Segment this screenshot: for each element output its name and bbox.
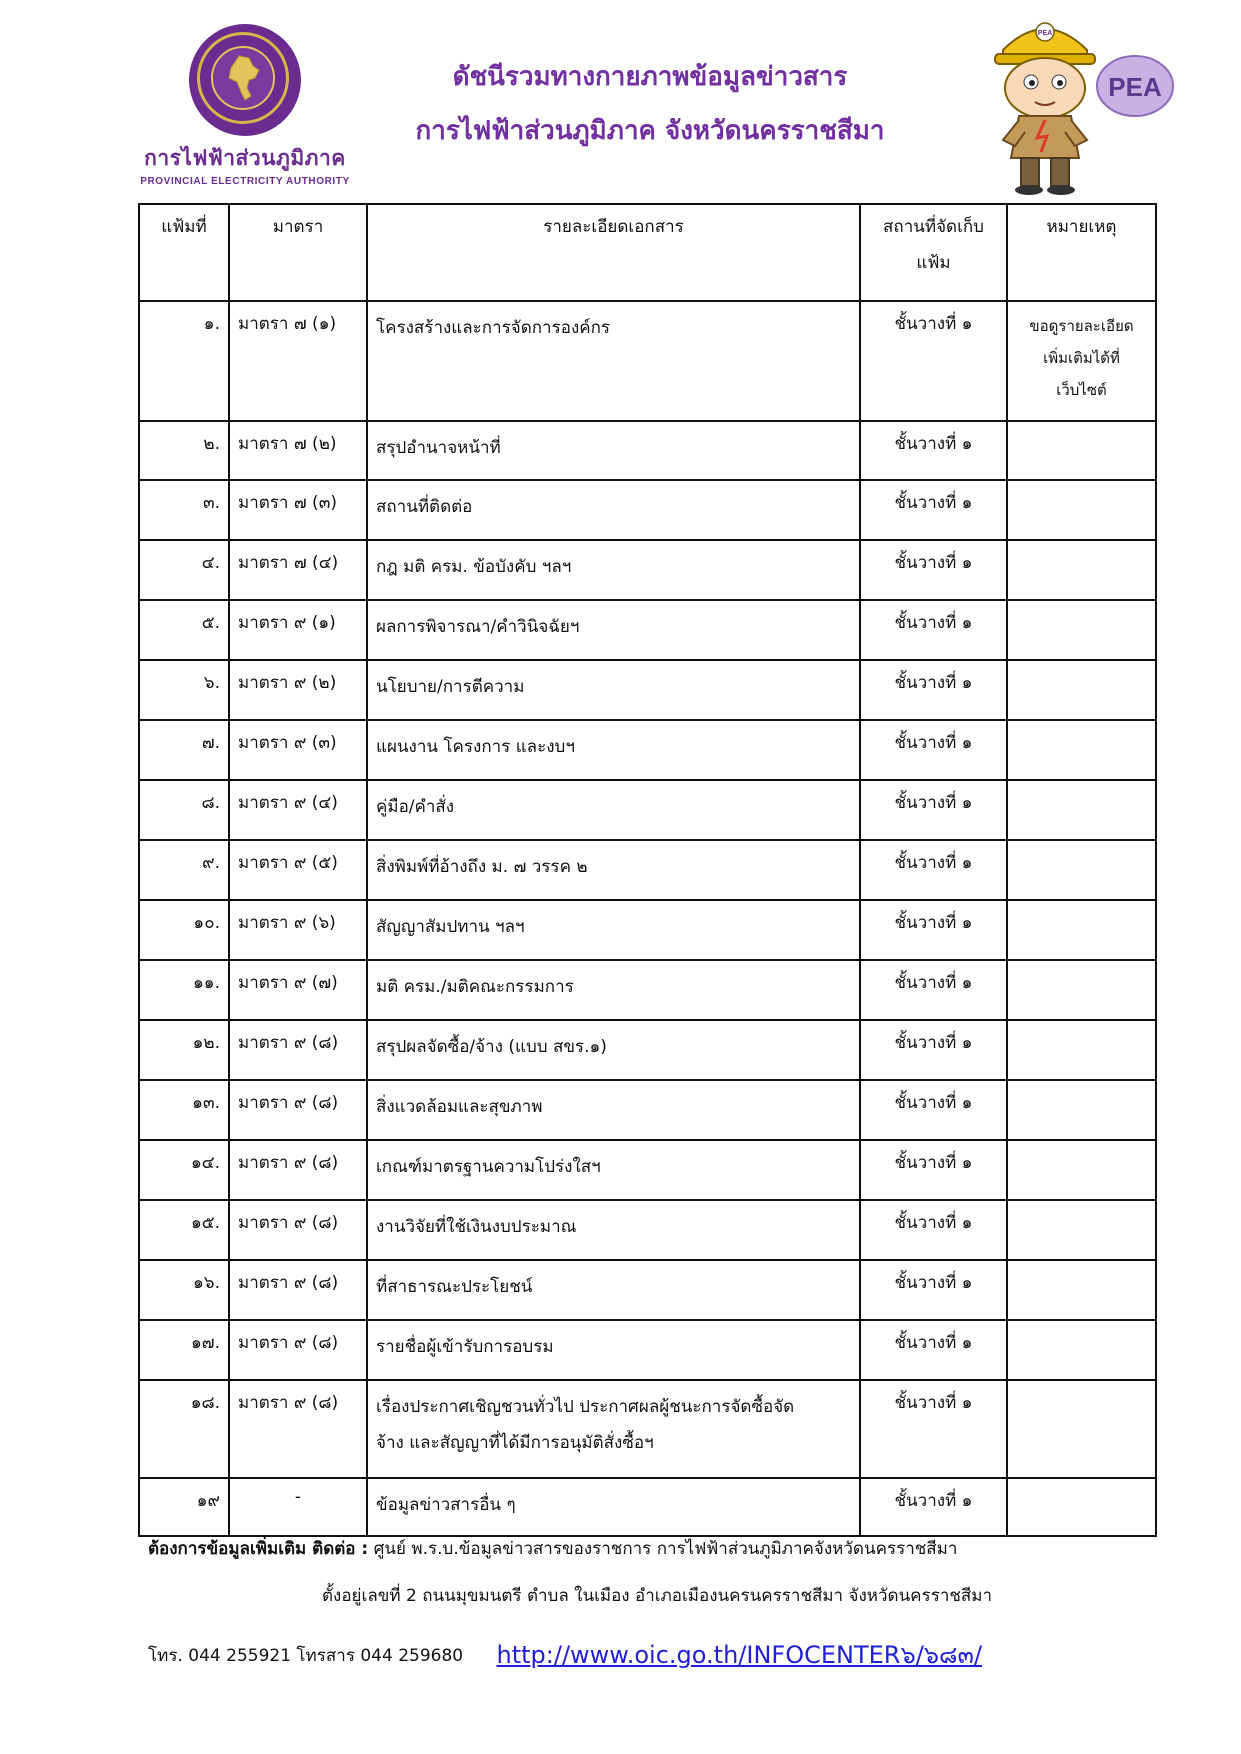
table-row (139, 780, 1156, 840)
title-line-1: ดัชนีรวมทางกายภาพข้อมูลข่าวสาร (452, 62, 848, 92)
table-header-row (139, 204, 1156, 301)
cell-section: มาตรา ๙ (๘) (229, 1380, 367, 1478)
cell-file-no: ๗. (139, 720, 229, 780)
cell-section: มาตรา ๙ (๕) (229, 840, 367, 900)
cell-section: มาตรา ๙ (๑) (229, 600, 367, 660)
pea-seal-icon (189, 24, 301, 136)
cell-location: ชั้นวางที่ ๑ (860, 660, 1007, 720)
table-row (139, 900, 1156, 960)
cell-detail: ที่สาธารณะประโยชน์ (367, 1260, 860, 1320)
cell-location: ชั้นวางที่ ๑ (860, 1380, 1007, 1478)
cell-detail: มติ ครม./มติคณะกรรมการ (367, 960, 860, 1020)
phone-fax: โทร. 044 255921 โทรสาร 044 259680 (148, 1646, 464, 1666)
table-row (139, 301, 1156, 421)
cell-section: - (229, 1478, 367, 1536)
contact-text: ศูนย์ พ.ร.บ.ข้อมูลข่าวสารของราชการ การไฟฟ้าส่วนภูมิภาคจังหวัดนครราชสีมา (373, 1539, 958, 1559)
pea-logo (140, 24, 350, 187)
cell-detail: สัญญาสัมปทาน ฯลฯ (367, 900, 860, 960)
cell-file-no: ๑๔. (139, 1140, 229, 1200)
cell-section: มาตรา ๗ (๔) (229, 540, 367, 600)
cell-remark (1007, 301, 1156, 421)
cell-location: ชั้นวางที่ ๑ (860, 600, 1007, 660)
cell-location: ชั้นวางที่ ๑ (860, 960, 1007, 1020)
cell-file-no: ๑๒. (139, 1020, 229, 1080)
cell-remark (1007, 840, 1156, 900)
col-header-detail: รายละเอียดเอกสาร (367, 204, 860, 301)
cell-remark (1007, 1080, 1156, 1140)
cell-remark (1007, 1320, 1156, 1380)
pea-mascot-icon (975, 8, 1175, 198)
cell-section: มาตรา ๙ (๘) (229, 1200, 367, 1260)
table-row (139, 1080, 1156, 1140)
title-line-2: การไฟฟ้าส่วนภูมิภาค จังหวัดนครราชสีมา (415, 116, 885, 146)
contact-label: ต้องการข้อมูลเพิ่มเติม ติดต่อ : (148, 1539, 369, 1559)
cell-section: มาตรา ๗ (๒) (229, 421, 367, 480)
detail-line: จ้าง และสัญญาที่ได้มีการอนุมัติสั่งซื้อฯ (376, 1433, 654, 1453)
cell-location: ชั้นวางที่ ๑ (860, 900, 1007, 960)
table-row (139, 660, 1156, 720)
document-index-table (138, 203, 1157, 1537)
cell-section: มาตรา ๙ (๘) (229, 1020, 367, 1080)
table-row (139, 1140, 1156, 1200)
cell-file-no: ๙. (139, 840, 229, 900)
remark-line: เว็บไซต์ (1056, 381, 1107, 399)
cell-file-no: ๒. (139, 421, 229, 480)
table-row (139, 720, 1156, 780)
cell-remark (1007, 1380, 1156, 1478)
cell-detail: งานวิจัยที่ใช้เงินงบประมาณ (367, 1200, 860, 1260)
cell-remark (1007, 660, 1156, 720)
cell-location: ชั้นวางที่ ๑ (860, 421, 1007, 480)
cell-file-no: ๔. (139, 540, 229, 600)
cell-detail: สิ่งพิมพ์ที่อ้างถึง ม. ๗ วรรค ๒ (367, 840, 860, 900)
col-header-file-no: แฟ้มที่ (139, 204, 229, 301)
cell-file-no: ๑๙ (139, 1478, 229, 1536)
cell-location: ชั้นวางที่ ๑ (860, 1320, 1007, 1380)
cell-section: มาตรา ๙ (๘) (229, 1260, 367, 1320)
table-row (139, 421, 1156, 480)
cell-location: ชั้นวางที่ ๑ (860, 1140, 1007, 1200)
cell-remark (1007, 1478, 1156, 1536)
cell-section: มาตรา ๙ (๒) (229, 660, 367, 720)
col-header-remark: หมายเหตุ (1007, 204, 1156, 301)
cell-detail: สรุปอำนาจหน้าที่ (367, 421, 860, 480)
cell-section: มาตรา ๗ (๑) (229, 301, 367, 421)
remark-line: เพิ่มเติมได้ที่ (1043, 349, 1120, 367)
detail-line: เรื่องประกาศเชิญชวนทั่วไป ประกาศผลผู้ชนะการจัดซื้อจัด (376, 1397, 795, 1417)
table-row (139, 600, 1156, 660)
table-row (139, 840, 1156, 900)
table-row (139, 1260, 1156, 1320)
cell-section: มาตรา ๙ (๗) (229, 960, 367, 1020)
contact-line (148, 1535, 957, 1562)
cell-location: ชั้นวางที่ ๑ (860, 720, 1007, 780)
cell-section: มาตรา ๙ (๘) (229, 1080, 367, 1140)
cell-location: ชั้นวางที่ ๑ (860, 1200, 1007, 1260)
cell-location: ชั้นวางที่ ๑ (860, 1020, 1007, 1080)
cell-detail: เกณฑ์มาตรฐานความโปร่งใสฯ (367, 1140, 860, 1200)
cell-location: ชั้นวางที่ ๑ (860, 1478, 1007, 1536)
table-row (139, 1320, 1156, 1380)
cell-detail: โครงสร้างและการจัดการองค์กร (367, 301, 860, 421)
table-row (139, 1380, 1156, 1478)
cell-file-no: ๘. (139, 780, 229, 840)
helmet-badge-label: PEA (1037, 30, 1053, 37)
table-row (139, 1478, 1156, 1536)
cell-remark (1007, 780, 1156, 840)
cell-detail: นโยบาย/การตีความ (367, 660, 860, 720)
cell-section: มาตรา ๗ (๓) (229, 480, 367, 540)
cell-remark (1007, 600, 1156, 660)
cell-file-no: ๑๕. (139, 1200, 229, 1260)
cell-file-no: ๓. (139, 480, 229, 540)
cell-file-no: ๑. (139, 301, 229, 421)
cell-remark (1007, 421, 1156, 480)
cell-section: มาตรา ๙ (๓) (229, 720, 367, 780)
cell-file-no: ๑๑. (139, 960, 229, 1020)
table-row (139, 960, 1156, 1020)
cell-remark (1007, 1140, 1156, 1200)
table-row (139, 540, 1156, 600)
remark-line: ขอดูรายละเอียด (1029, 317, 1134, 335)
info-center-link[interactable]: http://www.oic.go.th/INFOCENTER๖/๖๘๓/ (496, 1641, 983, 1669)
cell-detail: สรุปผลจัดซื้อ/จ้าง (แบบ สขร.๑) (367, 1020, 860, 1080)
cell-detail (367, 1380, 860, 1478)
col-header-location (860, 204, 1007, 301)
cell-detail: ผลการพิจารณา/คำวินิจฉัยฯ (367, 600, 860, 660)
cell-section: มาตรา ๙ (๘) (229, 1320, 367, 1380)
mascot-badge-label: PEA (1108, 72, 1162, 102)
table-row (139, 1020, 1156, 1080)
cell-remark (1007, 1020, 1156, 1080)
cell-remark (1007, 720, 1156, 780)
cell-detail: แผนงาน โครงการ และงบฯ (367, 720, 860, 780)
cell-detail: กฎ มติ ครม. ข้อบังคับ ฯลฯ (367, 540, 860, 600)
cell-location: ชั้นวางที่ ๑ (860, 301, 1007, 421)
cell-detail: รายชื่อผู้เข้ารับการอบรม (367, 1320, 860, 1380)
cell-file-no: ๑๐. (139, 900, 229, 960)
cell-location: ชั้นวางที่ ๑ (860, 480, 1007, 540)
cell-section: มาตรา ๙ (๖) (229, 900, 367, 960)
cell-location: ชั้นวางที่ ๑ (860, 1260, 1007, 1320)
cell-file-no: ๑๖. (139, 1260, 229, 1320)
address-line: ตั้งอยู่เลขที่ 2 ถนนมุขมนตรี ตำบล ในเมือง อำเภอเมืองนครนครราชสีมา จังหวัดนครราชสีมา (322, 1586, 993, 1606)
org-name-th: การไฟฟ้าส่วนภูมิภาค (144, 146, 346, 170)
org-name-en: PROVINCIAL ELECTRICITY AUTHORITY (140, 176, 350, 187)
cell-location: ชั้นวางที่ ๑ (860, 1080, 1007, 1140)
cell-file-no: ๑๓. (139, 1080, 229, 1140)
cell-location: ชั้นวางที่ ๑ (860, 840, 1007, 900)
cell-remark (1007, 900, 1156, 960)
col-header-location-line2: แฟ้ม (916, 253, 951, 273)
col-header-location-line1: สถานที่จัดเก็บ (883, 217, 984, 237)
table-row (139, 480, 1156, 540)
cell-location: ชั้นวางที่ ๑ (860, 780, 1007, 840)
cell-remark (1007, 1200, 1156, 1260)
cell-detail: สถานที่ติดต่อ (367, 480, 860, 540)
cell-detail: สิ่งแวดล้อมและสุขภาพ (367, 1080, 860, 1140)
cell-file-no: ๑๗. (139, 1320, 229, 1380)
page-title (390, 50, 910, 158)
cell-detail: ข้อมูลข่าวสารอื่น ๆ (367, 1478, 860, 1536)
cell-file-no: ๖. (139, 660, 229, 720)
cell-detail: คู่มือ/คำสั่ง (367, 780, 860, 840)
col-header-section: มาตรา (229, 204, 367, 301)
cell-remark (1007, 540, 1156, 600)
cell-section: มาตรา ๙ (๘) (229, 1140, 367, 1200)
cell-remark (1007, 480, 1156, 540)
cell-file-no: ๑๘. (139, 1380, 229, 1478)
cell-file-no: ๕. (139, 600, 229, 660)
phone-line (148, 1633, 982, 1672)
cell-location: ชั้นวางที่ ๑ (860, 540, 1007, 600)
cell-section: มาตรา ๙ (๔) (229, 780, 367, 840)
table-row (139, 1200, 1156, 1260)
cell-remark (1007, 1260, 1156, 1320)
cell-remark (1007, 960, 1156, 1020)
